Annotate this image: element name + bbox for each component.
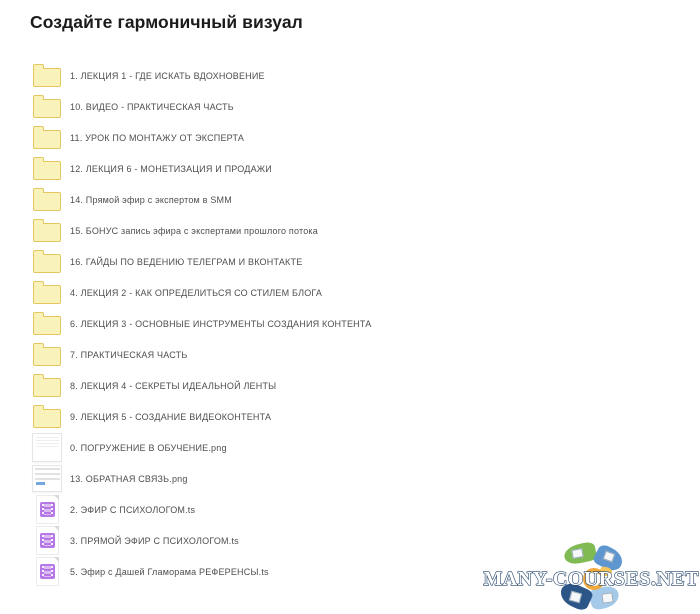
video-file-icon-glyph (36, 557, 59, 586)
file-row-folder[interactable] (0, 184, 700, 215)
file-name-label: 2. ЭФИР С ПСИХОЛОГОМ.ts (70, 504, 196, 515)
video-file-icon (32, 557, 62, 586)
globe-document-chip (571, 548, 583, 559)
file-name-label: 12. ЛЕКЦИЯ 6 - МОНЕТИЗАЦИЯ И ПРОДАЖИ (70, 163, 272, 174)
folder-icon (32, 64, 62, 87)
file-row-folder[interactable] (0, 122, 700, 153)
file-name-label: 5. Эфир с Дашей Гламорама РЕФЕРЕНСЫ.ts (70, 566, 269, 577)
file-row-folder[interactable] (0, 60, 700, 91)
folder-icon (32, 343, 62, 366)
folder-icon (32, 312, 62, 335)
folder-icon (32, 188, 62, 211)
watermark (470, 534, 700, 614)
file-name-label: 3. ПРЯМОЙ ЭФИР С ПСИХОЛОГОМ.ts (70, 535, 239, 546)
folder-icon-glyph (33, 161, 61, 180)
image-file-icon-glyph (32, 465, 62, 492)
folder-icon-glyph (33, 378, 61, 397)
file-name-label: 14. Прямой эфир с экспертом в SMM (70, 194, 232, 205)
globe-document-chip (601, 592, 613, 603)
file-name-label: 0. ПОГРУЖЕНИЕ В ОБУЧЕНИЕ.png (70, 442, 227, 453)
folder-icon-glyph (33, 285, 61, 304)
video-file-icon-glyph (36, 526, 59, 555)
file-row-folder[interactable] (0, 339, 700, 370)
folder-icon-glyph (33, 316, 61, 335)
file-row-folder[interactable] (0, 215, 700, 246)
folder-icon-glyph (33, 68, 61, 87)
file-row-folder[interactable] (0, 370, 700, 401)
file-name-label: 4. ЛЕКЦИЯ 2 - КАК ОПРЕДЕЛИТЬСЯ СО СТИЛЕМ БЛОГА (70, 287, 323, 298)
file-row-image[interactable] (0, 432, 700, 463)
folder-icon (32, 219, 62, 242)
folder-icon (32, 250, 62, 273)
file-name-label: 10. ВИДЕО - ПРАКТИЧЕСКАЯ ЧАСТЬ (70, 101, 234, 112)
image-file-icon (32, 465, 62, 492)
folder-icon-glyph (33, 409, 61, 428)
file-row-folder[interactable] (0, 277, 700, 308)
file-name-label: 16. ГАЙДЫ ПО ВЕДЕНИЮ ТЕЛЕГРАМ И ВКОНТАКТЕ (70, 256, 303, 267)
film-strip-icon (40, 564, 55, 579)
watermark-text: MANY-COURSES.NET (483, 568, 699, 590)
file-row-folder[interactable] (0, 246, 700, 277)
file-name-label: 1. ЛЕКЦИЯ 1 - ГДЕ ИСКАТЬ ВДОХНОВЕНИЕ (70, 70, 265, 81)
video-file-icon (32, 526, 62, 555)
file-name-label: 9. ЛЕКЦИЯ 5 - СОЗДАНИЕ ВИДЕОКОНТЕНТА (70, 411, 272, 422)
page-title: Создайте гармоничный визуал (30, 12, 303, 32)
file-name-label: 11. УРОК ПО МОНТАЖУ ОТ ЭКСПЕРТА (70, 132, 245, 143)
file-name-label: 13. ОБРАТНАЯ СВЯЗЬ.png (70, 473, 188, 484)
folder-icon (32, 157, 62, 180)
folder-icon-glyph (33, 223, 61, 242)
film-strip-icon (40, 533, 55, 548)
folder-icon-glyph (33, 254, 61, 273)
image-file-icon-glyph (32, 433, 62, 462)
folder-icon (32, 126, 62, 149)
folder-icon-glyph (33, 130, 61, 149)
folder-icon (32, 95, 62, 118)
folder-icon (32, 405, 62, 428)
folder-icon (32, 281, 62, 304)
file-row-folder[interactable] (0, 401, 700, 432)
file-list (0, 60, 700, 587)
file-row-video[interactable] (0, 494, 700, 525)
folder-icon-glyph (33, 99, 61, 118)
file-name-label: 7. ПРАКТИЧЕСКАЯ ЧАСТЬ (70, 349, 188, 360)
file-row-folder[interactable] (0, 91, 700, 122)
folder-icon (32, 374, 62, 397)
video-file-icon (32, 495, 62, 524)
folder-icon-glyph (33, 347, 61, 366)
film-strip-icon (40, 502, 55, 517)
image-file-icon (32, 433, 62, 462)
file-row-folder[interactable] (0, 308, 700, 339)
video-file-icon-glyph (36, 495, 59, 524)
file-row-folder[interactable] (0, 153, 700, 184)
file-row-image[interactable] (0, 463, 700, 494)
folder-icon-glyph (33, 192, 61, 211)
file-name-label: 15. БОНУС запись эфира с экспертами прошлого потока (70, 225, 318, 236)
file-name-label: 6. ЛЕКЦИЯ 3 - ОСНОВНЫЕ ИНСТРУМЕНТЫ СОЗДАНИЯ КОНТЕНТА (70, 318, 372, 329)
file-name-label: 8. ЛЕКЦИЯ 4 - СЕКРЕТЫ ИДЕАЛЬНОЙ ЛЕНТЫ (70, 380, 277, 391)
